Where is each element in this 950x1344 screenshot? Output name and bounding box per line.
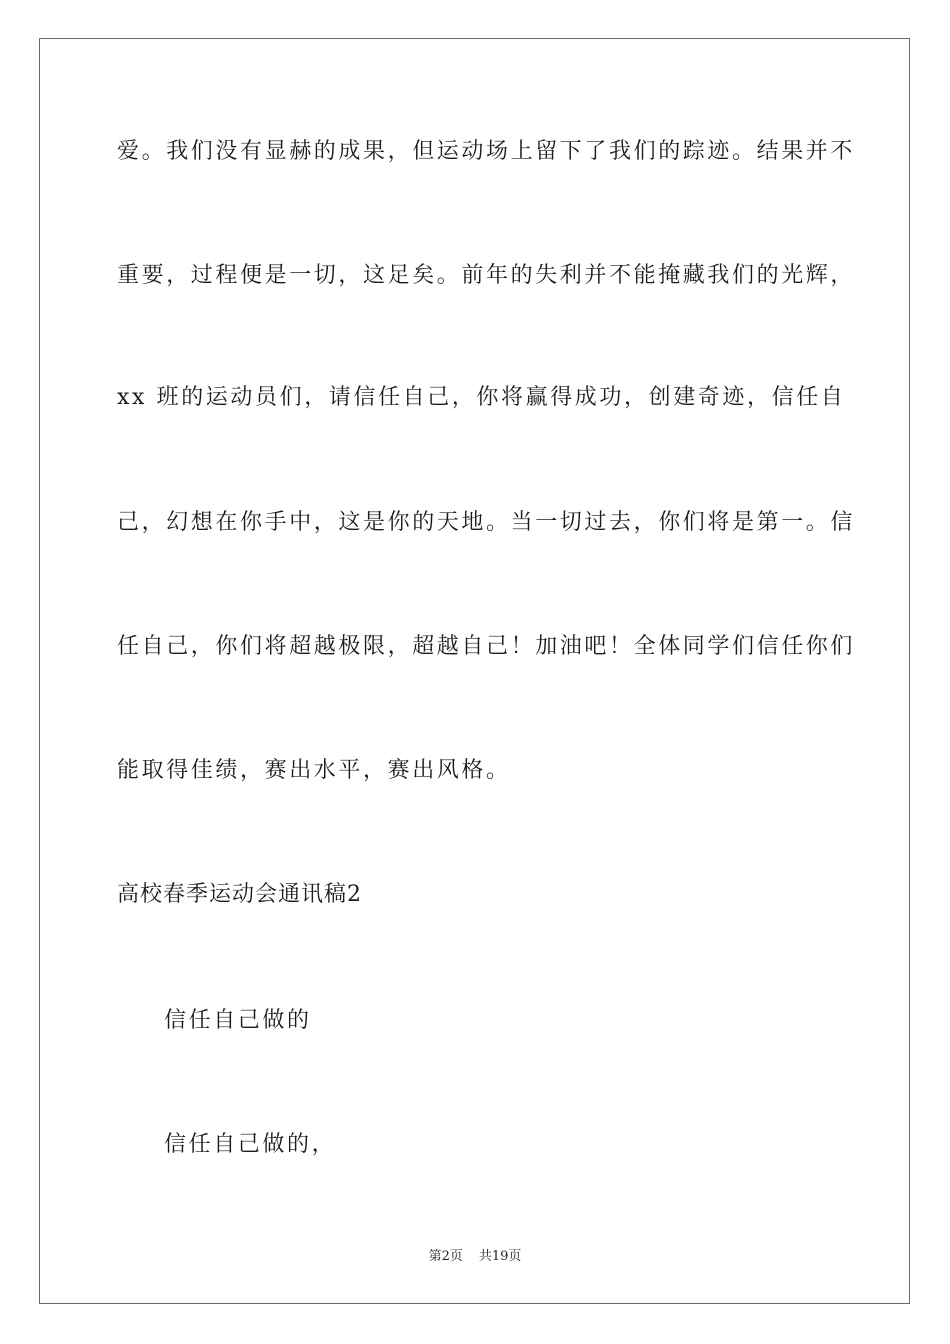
section-heading: 高校春季运动会通讯稿2 [117, 882, 362, 907]
page-number: 第2页 [428, 1249, 463, 1264]
paragraph-line: 己，幻想在你手中，这是你的天地。当一切过去，你们将是第一。信 [117, 510, 856, 535]
page-border [39, 38, 910, 1304]
paragraph-line: 能取得佳绩，赛出水平，赛出风格。 [117, 758, 511, 783]
paragraph-line: 任自己，你们将超越极限，超越自己！加油吧！全体同学们信任你们 [117, 634, 856, 659]
paragraph-line: 重要，过程便是一切，这足矣。前年的失利并不能掩藏我们的光辉， [117, 263, 856, 288]
paragraph-line: xx 班的运动员们，请信任自己，你将赢得成功，创建奇迹，信任自 [117, 385, 846, 410]
paragraph-line: 爱。我们没有显赫的成果，但运动场上留下了我们的踪迹。结果并不 [117, 139, 856, 164]
indented-paragraph-line: 信任自己做的， [164, 1132, 337, 1157]
page-footer [0, 1248, 950, 1266]
indented-paragraph-line: 信任自己做的 [164, 1008, 312, 1033]
total-pages: 共19页 [478, 1249, 522, 1264]
